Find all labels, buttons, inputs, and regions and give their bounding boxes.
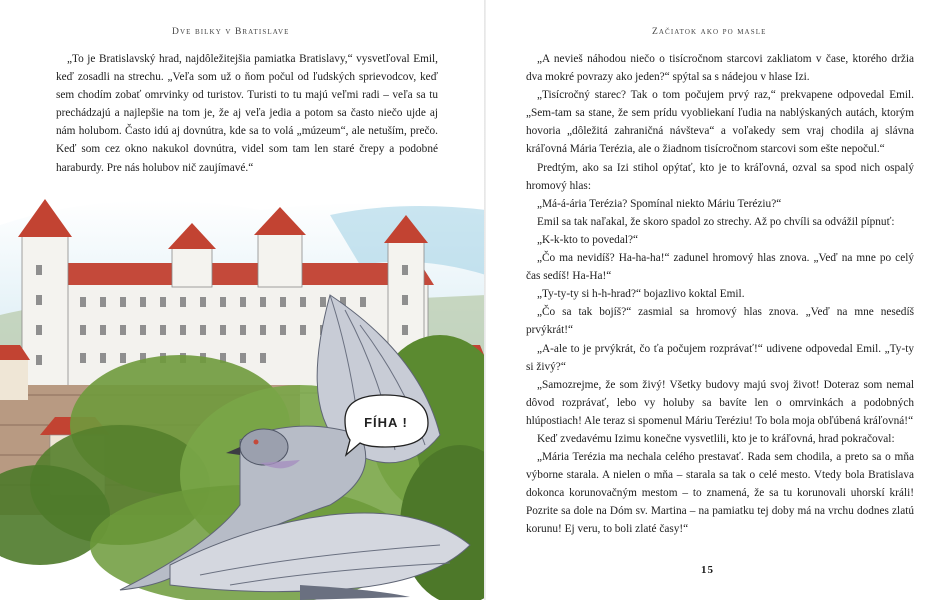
paragraph: Emil sa tak naľakal, že skoro spadol zo strechy. Až po chvíli sa odvážil pípnuť:: [537, 215, 895, 228]
paragraph: Predtým, ako sa Izi stihol opýtať, kto je to kráľovná, ozval sa spod nich ospalý hromový hlas:: [526, 161, 914, 192]
paragraph: „Tisícročný starec? Tak o tom počujem prvý raz,“ prekvapene odpovedal Emil. „Sem-tam sa stane, že sem prídu vyobliekaní ľudia na nablýskaných autách, ktorým hovoria „dôležitá zahraničná návšteva“ a voľakedy sem vraj chodila aj slávna kráľovná Mária Terézia, ale o žiadnom tisícročnom starcovi som ešte nepočul.“: [526, 89, 914, 156]
right-page-text: [526, 50, 914, 539]
paragraph: Keď zvedavému Izimu konečne vysvetlili, kto je to kráľovná, hrad pokračoval:: [537, 432, 895, 445]
page-number: 15: [701, 564, 714, 576]
right-page: [486, 0, 946, 600]
paragraph: „To je Bratislavský hrad, najdôležitejšia pamiatka Bratislavy,“ vysvetľoval Emil, keď zosadli na strechu. „Veľa som už o ňom počul od ľudských sprievodcov, keď sem chodím zobať omrvinky od turistov. Turisti to tu majú veľmi radi – veľa sa tu prechádzajú a najlepšie na tom je, že aj veľa jedia a potom sa často niečo ujde aj nám holubom. Často idú aj dovnútra, kde sa to volá „múzeum“, ale netuším, prečo. Keď som cez okno nakukol dovnútra, videl som tam len staré črepy a podobné haraburdy. Pre nás holubov nič zaujímavé.“: [56, 53, 438, 174]
running-head-right: Začiatok ako po masle: [652, 27, 767, 37]
speech-bubble-text: FÍHA !: [364, 415, 408, 430]
paragraph: „Čo sa tak bojíš?“ zasmial sa hromový hlas znova. „Veď na mne nesedíš prvýkrát!“: [526, 306, 914, 337]
paragraph: „A-ale to je prvýkrát, čo ťa počujem rozprávať!“ udivene odpovedal Emil. „Ty-ty si živý?“: [526, 342, 914, 373]
paragraph: „Ty-ty-ty si h-h-hrad?“ bojazlivo koktal Emil.: [537, 288, 745, 301]
paragraph: „K-k-kto to povedal?“: [537, 233, 639, 246]
paragraph: „Samozrejme, že som živý! Všetky budovy majú svoj život! Doteraz som nemal dôvod rozprávať, lebo vy holuby sa bavíte len o omrvinkách a podobných hlúpostiach! Ale teraz si spomenul Máriu Teréziu! To bola moja obľúbená kráľovná!“: [526, 378, 914, 427]
castle-pigeon-illustration: [0, 185, 486, 600]
paragraph: „Mária Terézia ma nechala celého prestavať. Rada sem chodila, a preto sa o mňa výborne starala. A nielen o mňa – starala sa tak o celé mesto. Vtedy bola Bratislava dokonca korunovačným mestom – to znamená, že sa tu korunovali uhorskí králi! Pozrite sa dole na Dóm sv. Martina – na pamiatku tej doby má na vrchu dodnes zlatú korunu! Ej veru, to boli zlaté časy!“: [526, 451, 914, 536]
running-head-left: Dve bilky v Bratislave: [172, 27, 290, 37]
left-page-text: [56, 50, 438, 177]
paragraph: „Má-á-ária Terézia? Spomínal niekto Máriu Teréziu?“: [537, 197, 782, 210]
paragraph: „Čo ma nevidíš? Ha-ha-ha!“ zadunel hromový hlas znova. „Veď na mne po celý čas sedíš! Ha-Ha!“: [526, 252, 914, 283]
paragraph: „A nevieš náhodou niečo o tisícročnom starcovi zakliatom v čase, ktorého držia dva mokré povrazy ako jeden?“ spýtal sa s nádejou v hlase Izi.: [526, 53, 914, 84]
